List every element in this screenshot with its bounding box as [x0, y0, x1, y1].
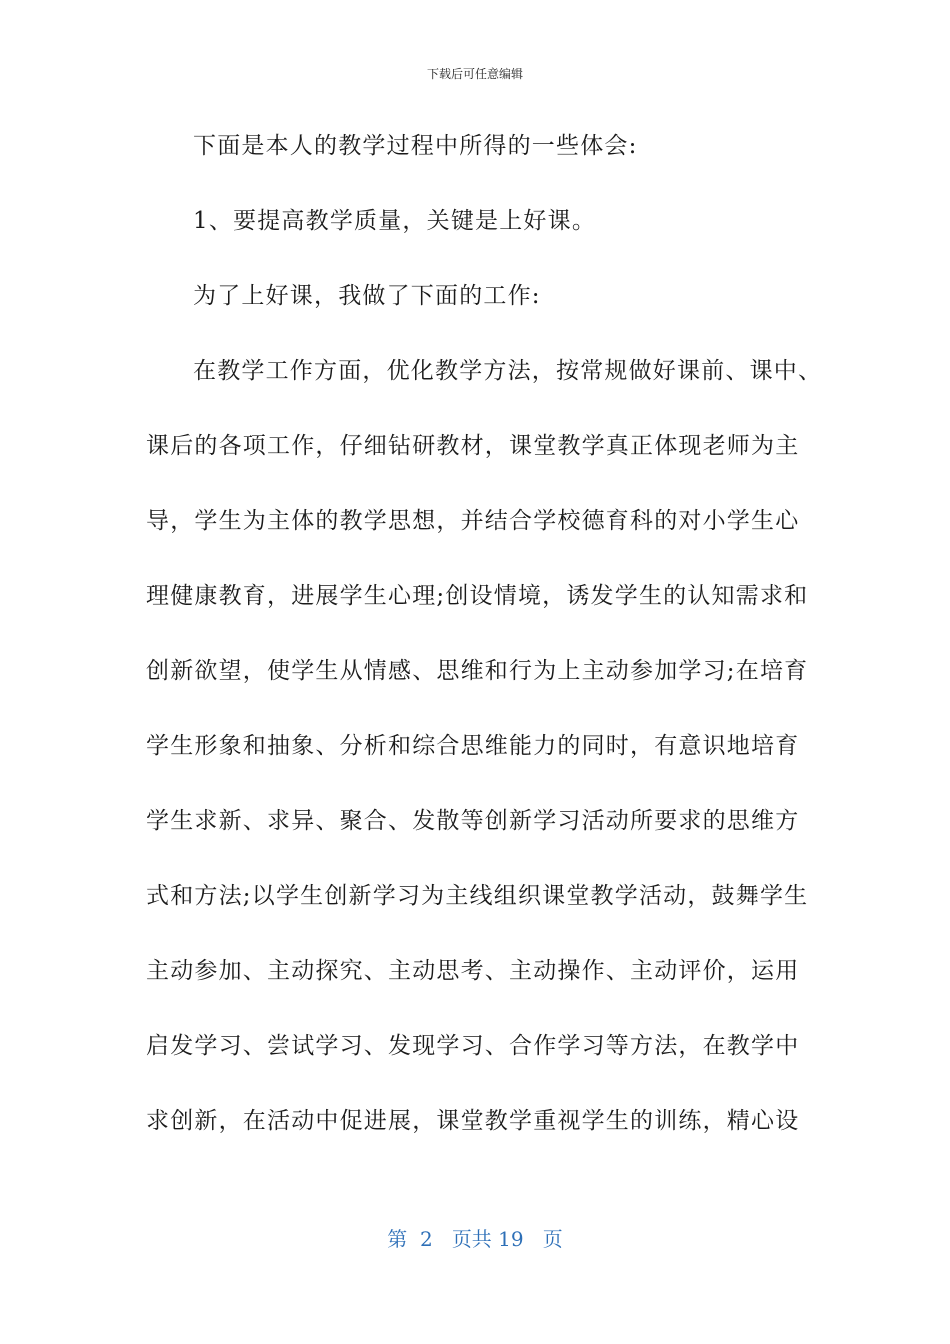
- page-prefix: 第: [387, 1227, 408, 1251]
- paragraph-line: 学生求新、求异、聚合、发散等创新学习活动所要求的思维方: [146, 808, 800, 834]
- page-total: 19: [498, 1227, 524, 1251]
- page-suffix: 页: [542, 1227, 563, 1251]
- paragraph-line: 主动参加、主动探究、主动思考、主动操作、主动评价，运用: [146, 958, 800, 984]
- paragraph-line: 求创新，在活动中促进展，课堂教学重视学生的训练，精心设: [146, 1108, 800, 1134]
- paragraph-line: 为了上好课，我做了下面的工作:: [193, 283, 541, 309]
- document-body: [146, 124, 823, 1174]
- page-footer: [0, 1226, 950, 1252]
- paragraph-line: 创新欲望，使学生从情感、思维和行为上主动参加学习;在培育: [146, 658, 809, 684]
- paragraph-line: 式和方法;以学生创新学习为主线组织课堂教学活动，鼓舞学生: [146, 883, 809, 909]
- page-header: 下载后可任意编辑: [426, 67, 523, 81]
- paragraph-line: 下面是本人的教学过程中所得的一些体会:: [193, 133, 638, 159]
- paragraph-line: 导，学生为主体的教学思想，并结合学校德育科的对小学生心: [146, 508, 800, 534]
- paragraph-line: 学生形象和抽象、分析和综合思维能力的同时，有意识地培育: [146, 733, 800, 759]
- page-number: 2: [420, 1227, 433, 1251]
- paragraph-line: 启发学习、尝试学习、发现学习、合作学习等方法，在教学中: [146, 1033, 800, 1059]
- paragraph-line: 1、要提高教学质量，关键是上好课。: [193, 208, 597, 234]
- paragraph-line: 在教学工作方面，优化教学方法，按常规做好课前、课中、: [193, 358, 823, 384]
- paragraph-line: 理健康教育，进展学生心理;创设情境，诱发学生的认知需求和: [146, 583, 809, 609]
- page-middle: 页共: [451, 1227, 492, 1251]
- paragraph-line: 课后的各项工作，仔细钻研教材，课堂教学真正体现老师为主: [146, 433, 800, 459]
